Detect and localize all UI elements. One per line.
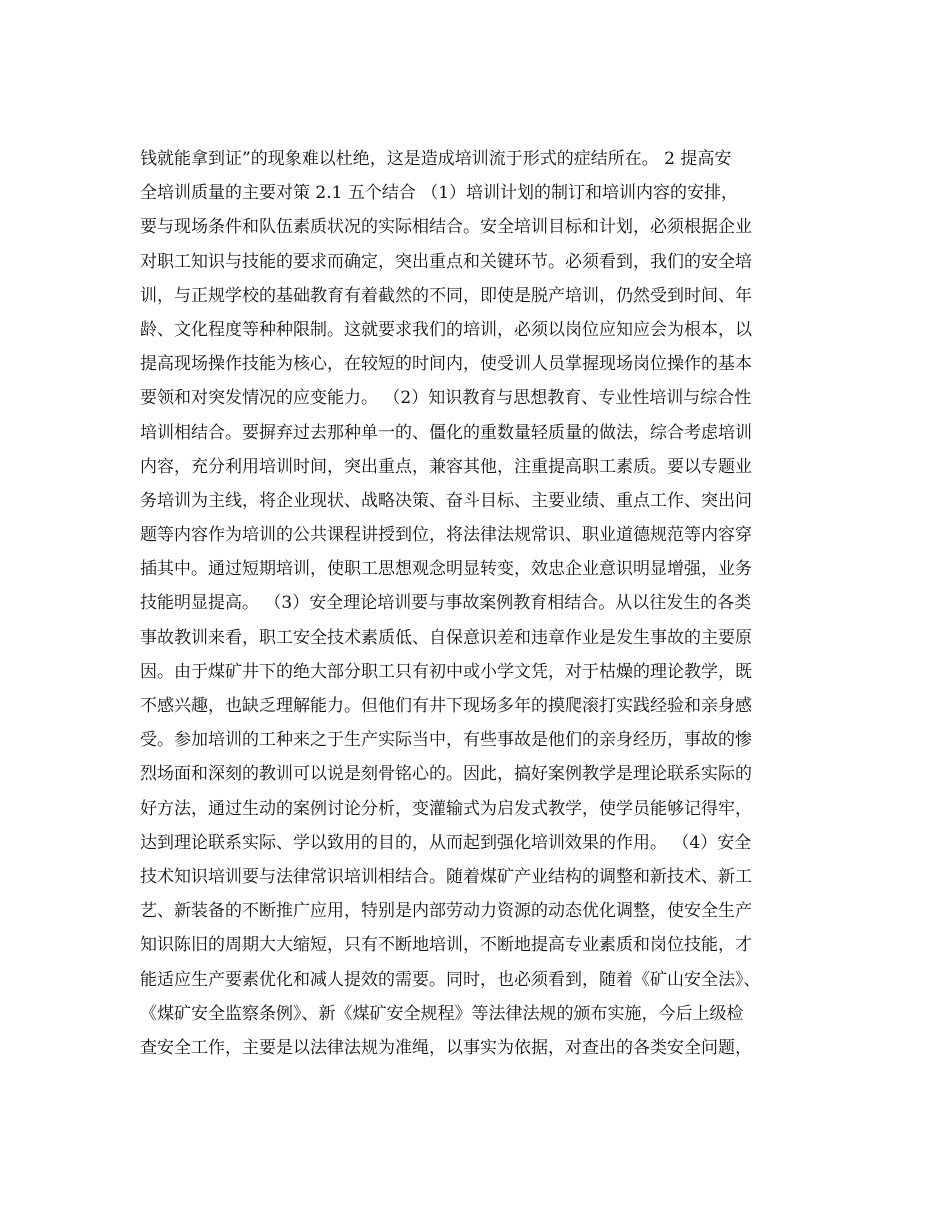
- text-line: 艺、新装备的不断推广应用，特别是内部劳动力资源的动态优化调整，使安全生产: [140, 901, 752, 922]
- text-line: 查安全工作，主要是以法律法规为准绳，以事实为依据，对查出的各类安全问题，: [140, 1037, 752, 1058]
- text-line: 受。参加培训的工种来之于生产实际当中，有些事故是他们的亲身经历，事故的惨: [140, 730, 752, 751]
- text-line: 能适应生产要素优化和减人提效的需要。同时，也必须看到，随着《矿山安全法》、: [140, 969, 761, 990]
- text-line: 内容，充分利用培训时间，突出重点，兼容其他，注重提高职工素质。要以专题业: [140, 456, 752, 477]
- text-line: 钱就能拿到证”的现象难以杜绝，这是造成培训流于形式的症结所在。 2 提高安: [140, 149, 732, 169]
- text-line: 事故教训来看，职工安全技术素质低、自保意识差和违章作业是发生事故的主要原: [140, 627, 752, 648]
- text-line: 好方法，通过生动的案例讨论分析，变灌输式为启发式教学，使学员能够记得牢，: [140, 798, 752, 819]
- text-line: 务培训为主线，将企业现状、战略决策、奋斗目标、主要业绩、重点工作、突出问: [140, 490, 752, 511]
- text-line: 插其中。通过短期培训，使职工思想观念明显转变，效忠企业意识明显增强，业务: [140, 559, 752, 580]
- text-line: 烈场面和深刻的教训可以说是刻骨铭心的。因此，搞好案例教学是理论联系实际的: [140, 764, 752, 785]
- text-line: 要与现场条件和队伍素质状况的实际相结合。安全培训目标和计划，必须根据企业: [140, 217, 752, 238]
- text-line: 《煤矿安全监察条例》、新《煤矿安全规程》等法律法规的颁布实施，今后上级检: [140, 1003, 744, 1024]
- text-line: 要领和对突发情况的应变能力。 （2）知识教育与思想教育、专业性培训与综合性: [140, 388, 752, 409]
- text-line: 对职工知识与技能的要求而确定，突出重点和关键环节。必须看到，我们的安全培: [140, 251, 752, 272]
- text-line: 训，与正规学校的基础教育有着截然的不同，即使是脱产培训，仍然受到时间、年: [140, 285, 752, 306]
- text-line: 因。由于煤矿井下的绝大部分职工只有初中或小学文凭，对于枯燥的理论教学，既: [140, 661, 752, 682]
- text-line: 题等内容作为培训的公共课程讲授到位，将法律法规常识、职业道德规范等内容穿: [140, 525, 752, 546]
- text-line: 知识陈旧的周期大大缩短，只有不断地培训，不断地提高专业素质和岗位技能，才: [140, 935, 752, 956]
- text-line: 技术知识培训要与法律常识培训相结合。随着煤矿产业结构的调整和新技术、新工: [140, 866, 752, 887]
- body-text: [140, 142, 840, 1065]
- text-line: 不感兴趣，也缺乏理解能力。但他们有井下现场多年的摸爬滚打实践经验和亲身感: [140, 696, 752, 716]
- text-line: 培训相结合。要摒弃过去那种单一的、僵化的重数量轻质量的做法，综合考虑培训: [140, 422, 752, 443]
- text-line: 龄、文化程度等种种限制。这就要求我们的培训，必须以岗位应知应会为根本，以: [140, 319, 752, 340]
- text-line: 全培训质量的主要对策 2.1 五个结合 （1）培训计划的制订和培训内容的安排，: [140, 183, 739, 204]
- text-line: 提高现场操作技能为核心，在较短的时间内，使受训人员掌握现场岗位操作的基本: [140, 354, 752, 375]
- text-line: 技能明显提高。 （3）安全理论培训要与事故案例教育相结合。从以往发生的各类: [140, 593, 752, 614]
- text-line: 达到理论联系实际、学以致用的目的，从而起到强化培训效果的作用。 （4）安全: [140, 832, 752, 853]
